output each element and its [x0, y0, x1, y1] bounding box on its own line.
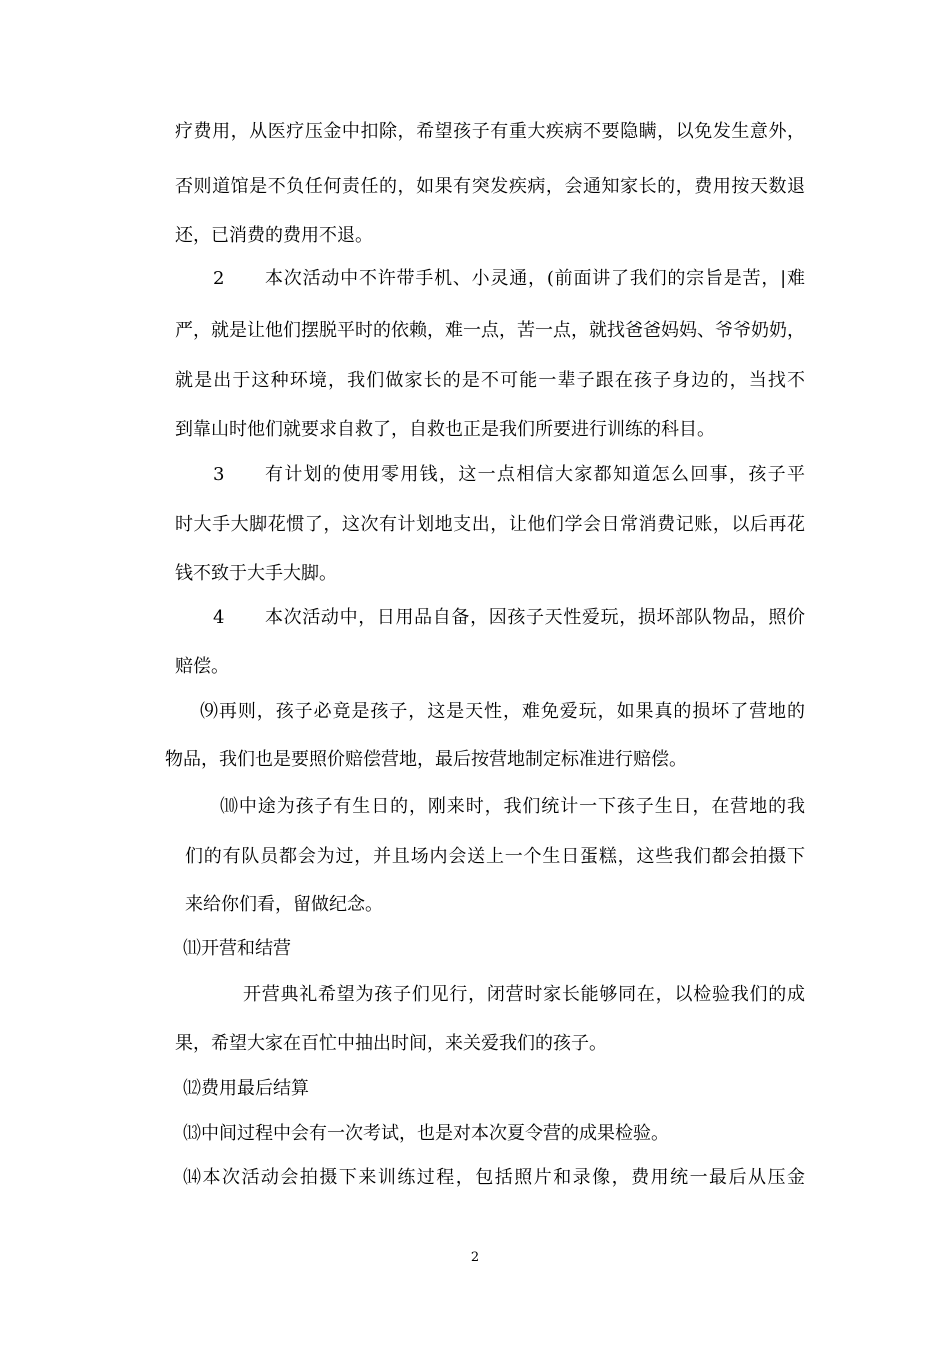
paragraph-line: ⑼再则，孩子必竟是孩子，这是天性，难免爱玩，如果真的损坏了营地的: [200, 701, 805, 722]
paragraph-line: 开营典礼希望为孩子们见行，闭营时家长能够同在，以检验我们的成: [243, 984, 805, 1005]
paragraph-line: 就是出于这种环境，我们做家长的是不可能一辈子跟在孩子身边的，当找不: [175, 370, 805, 391]
item-number: 2: [213, 268, 225, 289]
paragraph-line: 本次活动中不许带手机、小灵通，(前面讲了我们的宗旨是苦，|难: [265, 268, 805, 289]
paragraph-line: 赔偿。: [175, 656, 229, 677]
paragraph-line: 疗费用，从医疗压金中扣除，希望孩子有重大疾病不要隐瞒，以免发生意外，: [175, 121, 805, 142]
paragraph-line: 严，就是让他们摆脱平时的依赖，难一点，苦一点，就找爸爸妈妈、爷爷奶奶，: [175, 320, 805, 341]
list-item: ⒁本次活动会拍摄下来训练过程，包括照片和录像，费用统一最后从压金: [183, 1167, 805, 1188]
paragraph-line: 到靠山时他们就要求自救了，自救也正是我们所要进行训练的科目。: [175, 419, 715, 440]
item-number: 4: [213, 607, 225, 628]
list-item: ⑿费用最后结算: [183, 1078, 309, 1099]
section-heading: ⑾开营和结营: [183, 938, 291, 959]
list-item: ⒀中间过程中会有一次考试，也是对本次夏令营的成果检验。: [183, 1123, 669, 1144]
paragraph-line: 来给你们看，留做纪念。: [185, 894, 383, 915]
paragraph-line: 还，已消费的费用不退。: [175, 225, 373, 246]
paragraph-line: 物品，我们也是要照价赔偿营地，最后按营地制定标准进行赔偿。: [165, 749, 687, 770]
paragraph-line: 们的有队员都会为过，并且场内会送上一个生日蛋糕，这些我们都会拍摄下: [185, 846, 805, 867]
paragraph-line: 钱不致于大手大脚。: [175, 563, 337, 584]
paragraph-line: ⑽中途为孩子有生日的，刚来时，我们统计一下孩子生日，在营地的我: [220, 796, 805, 817]
paragraph-line: 有计划的使用零用钱，这一点相信大家都知道怎么回事，孩子平: [265, 464, 805, 485]
item-number: 3: [213, 464, 225, 485]
paragraph-line: 时大手大脚花惯了，这次有计划地支出，让他们学会日常消费记账，以后再花: [175, 514, 805, 535]
paragraph-line: 果，希望大家在百忙中抽出时间，来关爱我们的孩子。: [175, 1033, 607, 1054]
paragraph-line: 否则道馆是不负任何责任的，如果有突发疾病，会通知家长的，费用按天数退: [175, 176, 805, 197]
paragraph-line: 本次活动中，日用品自备，因孩子天性爱玩，损坏部队物品，照价: [265, 607, 805, 628]
page-number: 2: [470, 1250, 480, 1265]
